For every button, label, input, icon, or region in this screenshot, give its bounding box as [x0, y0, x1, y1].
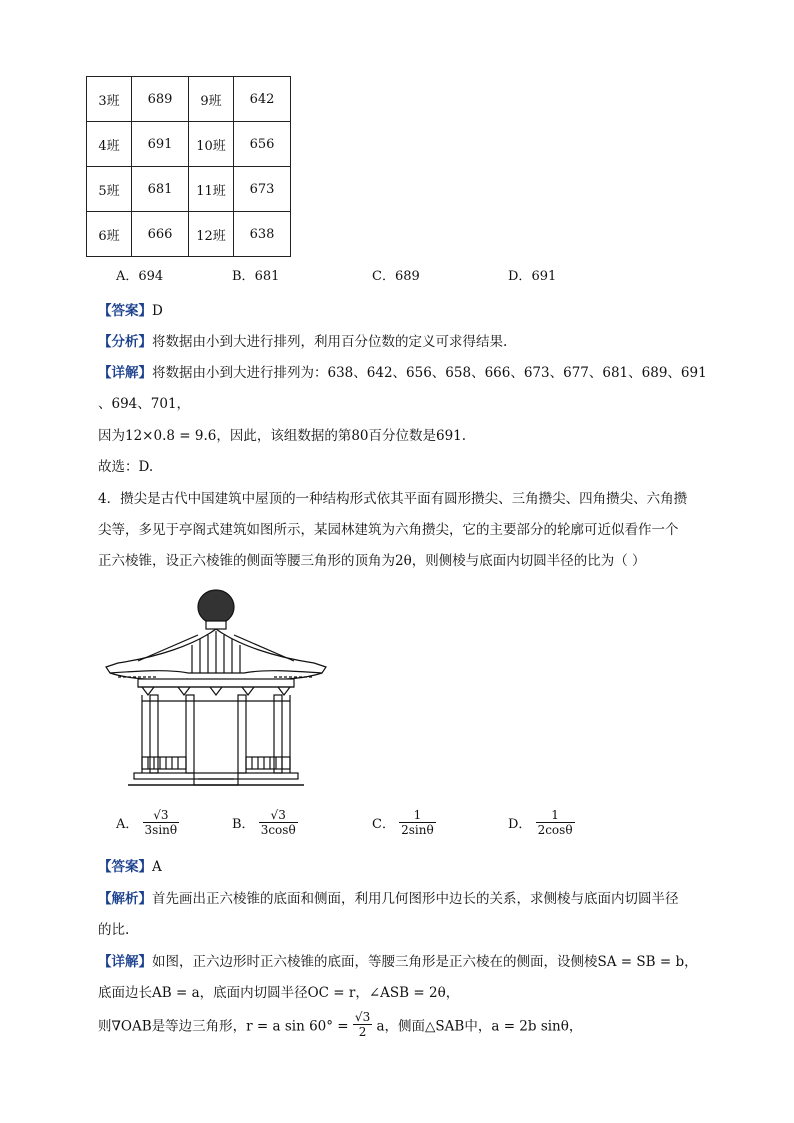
- q4-option-b: B． $\frac{√3}{3\cos\theta}$: [232, 808, 296, 837]
- table-cell: 642: [234, 77, 291, 122]
- table-cell: 3班: [87, 77, 132, 122]
- q3-detail-line2: 、694、701，: [98, 396, 191, 412]
- q4-option-c: C． $\frac{1}{2\sin\theta}$: [372, 808, 434, 837]
- table-cell: 6班: [87, 212, 132, 257]
- table-row: [87, 167, 291, 212]
- q4-detail-fraction: $\frac{√3}{2}$: [354, 1010, 371, 1039]
- q4-analysis-line2: 的比.: [98, 922, 130, 938]
- q4-option-a: A． $\frac{√3}{3\sin\theta}$: [116, 808, 178, 837]
- table-cell: 673: [234, 167, 291, 212]
- table-cell: 4班: [87, 122, 132, 167]
- table-cell: 666: [132, 212, 189, 257]
- q3-option-b: B．681: [232, 269, 280, 284]
- q3-detail-line4: 故选：D.: [98, 459, 154, 475]
- q3-detail-line3: 因为12×0.8 = 9.6，因此，该组数据的第80百分位数是691.: [98, 428, 467, 444]
- table-cell: 638: [234, 212, 291, 257]
- q3-analysis: 【分析】将数据由小到大进行排列，利用百分位数的定义可求得结果.: [98, 334, 508, 350]
- q4-stem-line2: 尖等，多见于亭阁式建筑如图所示，某园林建筑为六角攒尖，它的主要部分的轮廓可近似看作一个: [98, 522, 679, 538]
- q4-detail-line1: 【详解】如图，正六边形时正六棱锥的底面，等腰三角形是正六棱在的侧面，设侧棱SA = SB = b，: [98, 954, 698, 970]
- table-cell: 656: [234, 122, 291, 167]
- q4-detail-line3: 则∇OAB是等边三角形，r = a sin 60° = $\frac{√3}{2}$ a，侧面△SAB中，a = 2b sinθ，: [98, 1010, 583, 1039]
- scores-table: [86, 76, 291, 257]
- q3-answer: 【答案】D: [98, 303, 163, 319]
- q3-detail-line1: 【详解】将数据由小到大进行排列为：638、642、656、658、666、673、677、681、689、691: [98, 365, 707, 381]
- table-cell: 5班: [87, 167, 132, 212]
- table-cell: 681: [132, 167, 189, 212]
- q4-option-b-fraction: $\frac{√3}{3\cos\theta}$: [260, 808, 296, 837]
- q4-analysis-line1: 【解析】首先画出正六棱锥的底面和侧面，利用几何图形中边长的关系，求侧棱与底面内切圆半径: [98, 891, 679, 907]
- q3-option-a: A．694: [116, 269, 164, 284]
- table-row: [87, 122, 291, 167]
- pavilion-illustration: [98, 585, 334, 791]
- table-cell: 691: [132, 122, 189, 167]
- q4-stem-line1: 4．攒尖是古代中国建筑中屋顶的一种结构形式依其平面有圆形攒尖、三角攒尖、四角攒尖、六角攒: [98, 491, 688, 507]
- q4-option-d: D． $\frac{1}{2\cos\theta}$: [508, 808, 573, 837]
- q4-option-a-fraction: $\frac{√3}{3\sin\theta}$: [144, 808, 178, 837]
- table-cell: 9班: [189, 77, 234, 122]
- q4-option-d-fraction: $\frac{1}{2\cos\theta}$: [537, 808, 573, 837]
- q4-answer: 【答案】A: [98, 859, 162, 875]
- table-row: [87, 77, 291, 122]
- table-row: [87, 212, 291, 257]
- q4-stem-line3: 正六棱锥，设正六棱锥的侧面等腰三角形的顶角为2θ，则侧棱与底面内切圆半径的比为（ ）: [98, 553, 646, 569]
- table-cell: 10班: [189, 122, 234, 167]
- q3-option-d: D．691: [508, 269, 557, 284]
- q4-detail-line2: 底面边长AB = a，底面内切圆半径OC = r，∠ASB = 2θ，: [98, 985, 460, 1001]
- table-cell: 12班: [189, 212, 234, 257]
- q3-option-c: C．689: [372, 269, 420, 284]
- table-cell: 689: [132, 77, 189, 122]
- table-cell: 11班: [189, 167, 234, 212]
- q4-option-c-fraction: $\frac{1}{2\sin\theta}$: [401, 808, 434, 837]
